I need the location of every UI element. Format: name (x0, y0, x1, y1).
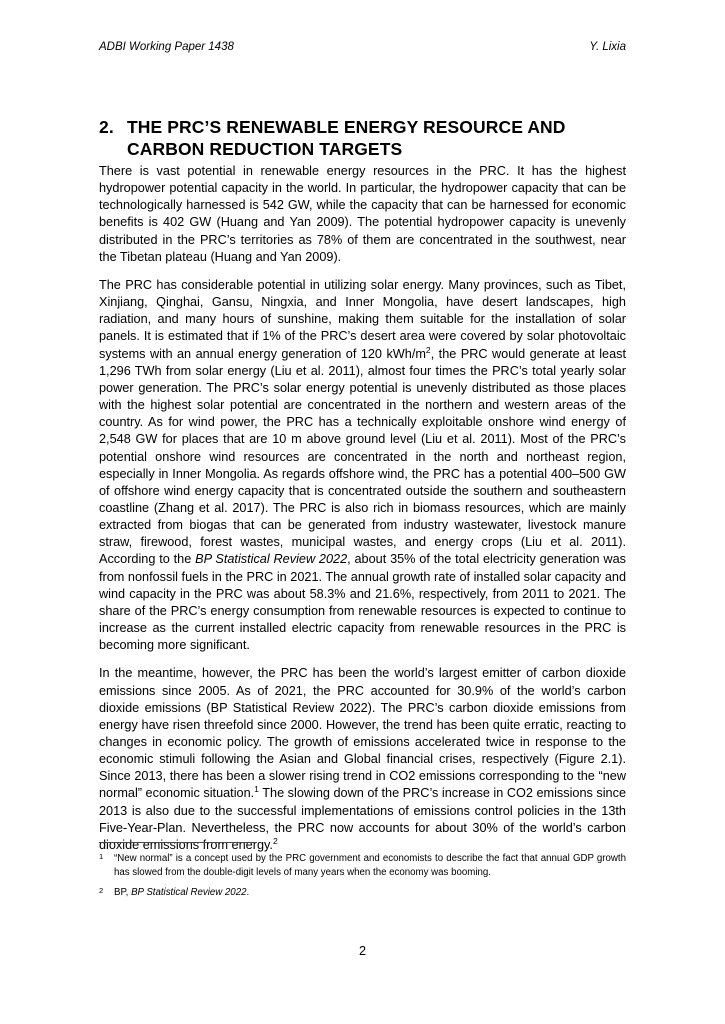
paragraph-1-text: There is vast potential in renewable energy resources in the PRC. It has the highest hydropower potential capacity in the world. In particular, the hydropower capacity that can be technologically harnessed is 542 GW, while the capacity that can be harnessed for economic benefits is 402 GW (Huang and Yan 2009). The potential hydropower capacity is unevenly distributed in the PRC’s territories as 78% of them are concentrated in the southwest, near the Tibetan plateau (Huang and Yan 2009). (99, 164, 626, 264)
footnote-item (99, 852, 626, 879)
paragraph-1 (99, 163, 626, 266)
footnote-number: 2 (99, 885, 104, 895)
header-paper-title: ADBI Working Paper 1438 (99, 41, 234, 53)
footnote-item (99, 886, 626, 900)
paragraph-3 (99, 665, 626, 854)
paragraph-2 (99, 277, 626, 654)
footnote-text (114, 886, 626, 900)
footnote-reference-1[interactable]: 1 (254, 784, 259, 795)
section-heading (99, 116, 626, 161)
footnote-text (114, 852, 626, 879)
superscript-square-unit: 2 (425, 344, 431, 355)
running-header (99, 40, 626, 55)
body-text (99, 163, 626, 854)
footnote-number: 1 (99, 851, 104, 861)
section-number: 2. (99, 116, 114, 137)
footnote-italic: BP Statistical Review 2022 (131, 887, 247, 899)
citation-bp-statistical-review: BP Statistical Review 2022 (195, 552, 348, 567)
paragraph-2-text-b: , the PRC would generate at least 1,296 TWh from solar energy (Liu et al. 2011), almost four times the PRC’s total yearly solar power generation. The PRC’s solar energy potential is unevenly distributed as those places with the highest solar potential are concentrated in the northern and western areas of the country. As for wind power, the PRC has a technically exploitable onshore wind energy of 2,548 GW for places that are 10 m above ground level (Liu et al. 2011). Most of the PRC’s potential onshore wind resources are concentrated in the north and northeast region, especially in Inner Mongolia. As regards offshore wind, the PRC has a potential 400–500 GW of offshore wind energy capacity that is concentrated outside the southern and southeastern coastline (Zhang et al. 2017). The PRC is also rich in biomass resources, which are mainly extracted from biogas that can be generated from industry wastewater, livestock manure straw, firewood, forest wastes, municipal wastes, and energy crops (Liu et al. 2011). According to the (99, 346, 626, 567)
paragraph-3-text-a: In the meantime, however, the PRC has been the world’s largest emitter of carbon dioxide emissions since 2005. As of 2021, the PRC accounted for 30.9% of the world’s carbon dioxide emissions (BP Statistical Review 2022). The PRC’s carbon dioxide emissions from energy have risen threefold since 2000. However, the trend has been quite erratic, reacting to changes in economic policy. The growth of emissions accelerated twice in response to the economic stimuli following the Asian and Global financial crises, respectively (Figure 2.1). Since 2013, there has been a slower rising trend in CO2 emissions corresponding to the “new normal” economic situation. (99, 666, 626, 801)
page-number: 2 (358, 944, 367, 958)
footnote-text-a: “New normal” is a concept used by the PRC government and economists to describe the fact that annual GDP growth has slowed from the double-digit levels of many years when the economy was booming. (114, 853, 626, 878)
footnote-text-b: . (246, 887, 250, 899)
header-author: Y. Lixia (589, 41, 626, 53)
footnote-separator-rule (99, 842, 257, 843)
footnote-area (99, 842, 626, 900)
paragraph-3-text-b: The slowing down of the PRC’s increase in CO2 emissions since 2013 is also due to the successful implementations of emissions control policies in the 13th Five-Year-Plan. Nevertheless, the PRC now accounts for about 30% of the world’s carbon dioxide emissions from energy. (99, 786, 627, 852)
paragraph-2-text-c: , about 35% of the total electricity generation was from nonfossil fuels in the PRC in 2021. The annual growth rate of installed solar capacity and wind capacity in the PRC was about 58.3% and 21.6%, respectively, from 2011 to 2021. The share of the PRC’s energy consumption from renewable resources is expected to continue to increase as the current installed electric capacity from renewable resources in the PRC is becoming more significant. (99, 552, 626, 653)
footnote-reference-2[interactable]: 2 (272, 835, 278, 846)
paragraph-2-text-a: The PRC has considerable potential in utilizing solar energy. Many provinces, such as Tibet, Xinjiang, Qinghai, Gansu, Ningxia, and Inner Mongolia, have desert landscapes, high radiation, and many hours of sunshine, making them suitable for the installation of solar panels. It is estimated that if 1% of the PRC’s desert area were covered by solar photovoltaic systems with an annual energy generation of 120 kWh/m (99, 277, 626, 361)
section-title: THE PRC’S RENEWABLE ENERGY RESOURCE AND CARBON REDUCTION TARGETS (127, 116, 566, 160)
footnote-text-a: BP, (114, 887, 132, 899)
